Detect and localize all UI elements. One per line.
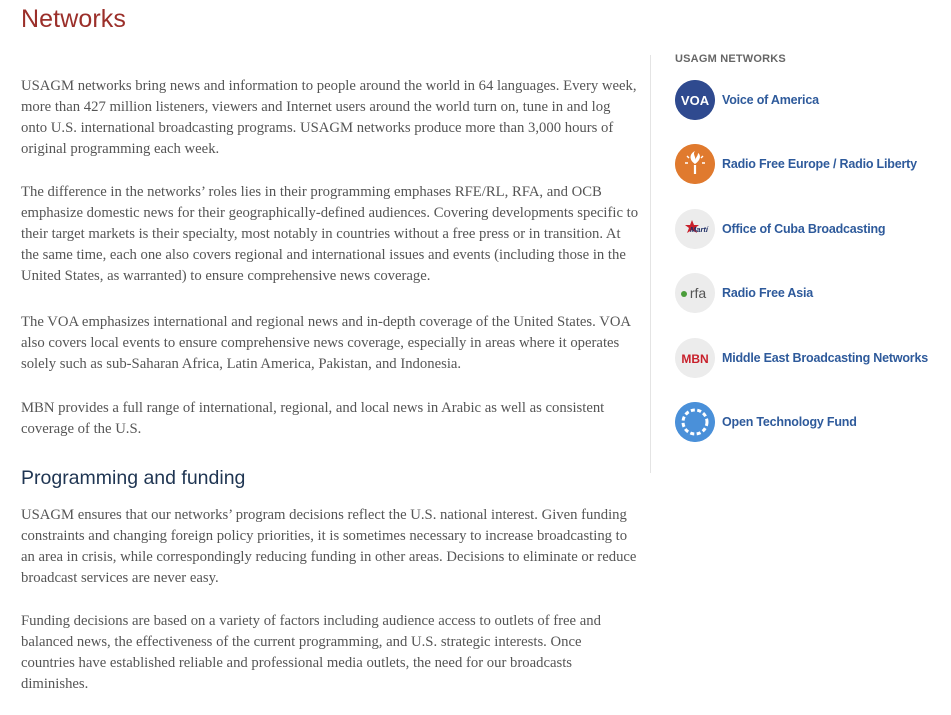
- page-title: Networks: [21, 5, 126, 33]
- svg-text:rfa: rfa: [689, 285, 707, 301]
- sidebar-heading: USAGM NETWORKS: [675, 53, 786, 65]
- otf-logo-icon: [675, 402, 715, 442]
- ocb-marti-logo-icon: [675, 209, 715, 249]
- network-link-rfa[interactable]: [675, 273, 945, 313]
- network-link-ocb[interactable]: [675, 209, 945, 249]
- network-label: Voice of America: [722, 93, 819, 107]
- roles-paragraph: The difference in the networks’ roles lies in their programming emphases RFE/RL, RFA, and OCB emphasize domestic news for their geographically-defined audiences. Covering developments specific to their target markets is their specialty, most notably in countries without a free press or in transition. At the same time, each one also covers regional and international issues and events (including those in the United States, as warranted) to ensure comprehensive news coverage.: [21, 184, 639, 284]
- svg-text:VOA: VOA: [680, 93, 710, 108]
- programming-paragraph: USAGM ensures that our networks’ program decisions reflect the U.S. national interest. Given funding constraints and changing foreign policy priorities, it is sometimes necessary to increase broadcasting to an area in crisis, while correspondingly reducing funding in other areas. Decisions to eliminate or reduce broadcast services are never easy.: [21, 507, 637, 586]
- intro-paragraph: USAGM networks bring news and information to people around the world in 64 languages. Every week, more than 427 million listeners, viewers and Internet users around the world turn on, tune in and log onto U.S. international broadcasting programs. USAGM networks produce more than 3,000 hours of original programming each week.: [21, 78, 637, 157]
- network-link-otf[interactable]: [675, 402, 945, 442]
- network-link-voa[interactable]: [675, 80, 945, 120]
- funding-paragraph: Funding decisions are based on a variety of factors including audience access to outlets of free and balanced news, the effectiveness of the current programming, and U.S. strategic interests. Once countries have established reliable and professional media outlets, the need for our broadcasts diminishes.: [21, 613, 601, 692]
- rfa-logo-icon: [675, 273, 715, 313]
- network-label: Middle East Broadcasting Networks: [722, 351, 928, 365]
- network-label: Office of Cuba Broadcasting: [722, 222, 886, 236]
- voa-logo-icon: [675, 80, 715, 120]
- mbn-paragraph: MBN provides a full range of international, regional, and local news in Arabic as well as consistent coverage of the U.S.: [21, 400, 605, 437]
- network-link-rferl[interactable]: [675, 144, 945, 184]
- svg-text:Martí: Martí: [690, 225, 708, 234]
- sidebar-divider: [650, 55, 651, 473]
- network-label: Radio Free Europe / Radio Liberty: [722, 157, 917, 171]
- network-label: Open Technology Fund: [722, 415, 857, 429]
- section-heading-programming: Programming and funding: [21, 467, 246, 489]
- rferl-torch-icon: [675, 144, 715, 184]
- network-link-mbn[interactable]: [675, 338, 945, 378]
- svg-text:MBN: MBN: [681, 352, 709, 366]
- mbn-logo-icon: [675, 338, 715, 378]
- network-label: Radio Free Asia: [722, 286, 814, 300]
- voa-paragraph: The VOA emphasizes international and regional news and in-depth coverage of the United States. VOA also covers local events to ensure comprehensive news coverage, especially in areas where it operates solely such as sub-Saharan Africa, Latin America, Pakistan, and Indonesia.: [21, 314, 631, 372]
